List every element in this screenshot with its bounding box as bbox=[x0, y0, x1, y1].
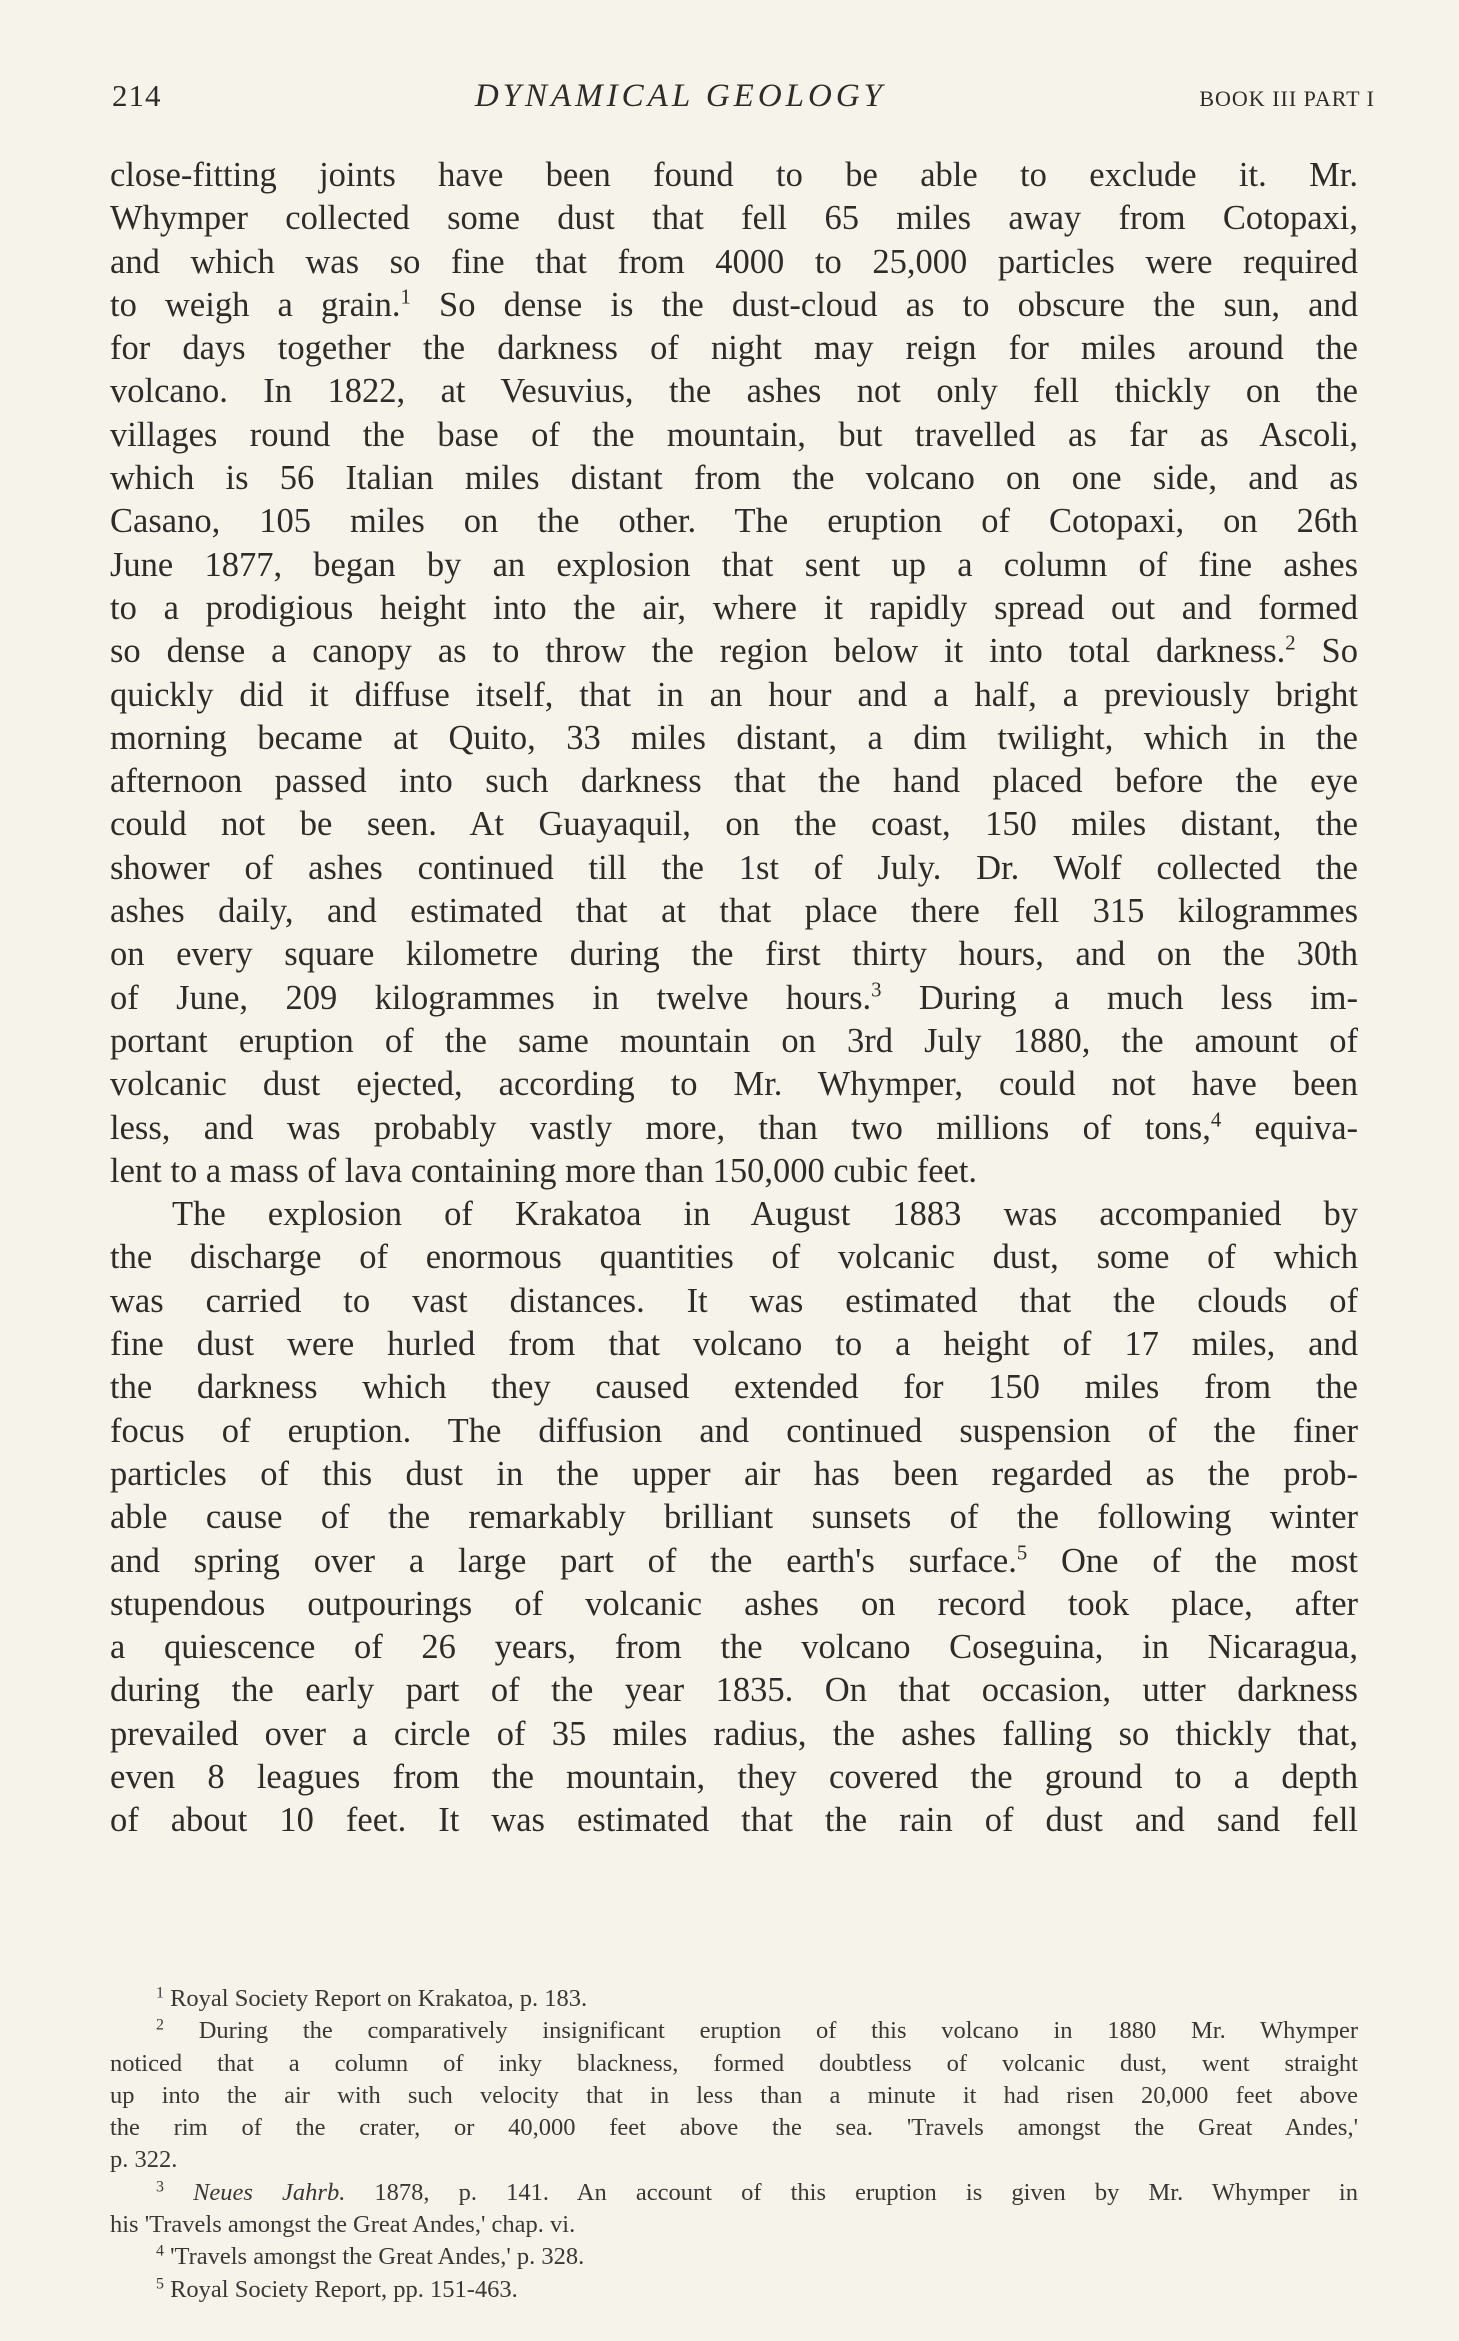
text-line: Whymper collected some dust that fell 65 miles away from Cotopaxi, bbox=[110, 199, 1358, 238]
text-line: able cause of the remarkably brilliant sunsets of the following winter bbox=[110, 1498, 1358, 1537]
footnote-line: up into the air with such velocity that in less than a minute it had risen 20,000 feet above bbox=[110, 2081, 1358, 2109]
text-line: the discharge of enormous quantities of volcanic dust, some of which bbox=[110, 1238, 1358, 1277]
text-line: fine dust were hurled from that volcano to a height of 17 miles, and bbox=[110, 1325, 1358, 1364]
footnote-marker[interactable]: 2 bbox=[1285, 632, 1296, 655]
text-line: of about 10 feet. It was estimated that the rain of dust and sand fell bbox=[110, 1801, 1358, 1840]
body-text bbox=[110, 154, 1358, 1843]
journal-title: Neues Jahrb. bbox=[193, 2178, 346, 2206]
text-line: even 8 leagues from the mountain, they covered the ground to a depth bbox=[110, 1757, 1358, 1796]
footnote-number: 3 bbox=[156, 2178, 164, 2196]
text-line: and which was so fine that from 4000 to 25,000 particles were required bbox=[110, 242, 1358, 281]
footnote-line: noticed that a column of inky blackness, formed doubtless of volcanic dust, went straight bbox=[110, 2049, 1358, 2077]
footnote-number: 2 bbox=[156, 2016, 164, 2034]
text-line: to weigh a grain.$^1$ So dense is the dust-cloud as to obscure the sun, and bbox=[110, 285, 1358, 324]
text-line: volcanic dust ejected, according to Mr. Whymper, could not have been bbox=[110, 1065, 1358, 1104]
footnote-number: 4 bbox=[156, 2242, 164, 2260]
footnote-marker[interactable]: 4 bbox=[1210, 1109, 1222, 1132]
text-line: volcano. In 1822, at Vesuvius, the ashes not only fell thickly on the bbox=[110, 372, 1358, 411]
footnote-line: his 'Travels amongst the Great Andes,' chap. vi. bbox=[110, 2211, 576, 2239]
text-line: particles of this dust in the upper air has been regarded as the prob- bbox=[110, 1454, 1358, 1493]
text-line: quickly did it diffuse itself, that in an hour and a half, a previously bright bbox=[110, 675, 1358, 714]
text-line: during the early part of the year 1835. On that occasion, utter darkness bbox=[110, 1671, 1358, 1710]
text-line: could not be seen. At Guayaquil, on the coast, 150 miles distant, the bbox=[110, 805, 1358, 844]
footnotes bbox=[110, 1983, 1358, 2306]
footnote-number: 1 bbox=[156, 1984, 164, 2002]
section-label: BOOK III PART I bbox=[1199, 86, 1375, 111]
running-title: DYNAMICAL GEOLOGY bbox=[474, 78, 887, 114]
footnote-marker[interactable]: 5 bbox=[1016, 1542, 1028, 1565]
text-line: focus of eruption. The diffusion and continued suspension of the finer bbox=[110, 1411, 1358, 1450]
text-line: less, and was probably vastly more, than two millions of tons,$^4$ equiva- bbox=[110, 1108, 1359, 1147]
text-line: The explosion of Krakatoa in August 1883 was accompanied by bbox=[172, 1195, 1358, 1234]
footnote-number: 5 bbox=[156, 2274, 164, 2292]
text-line: close-fitting joints have been found to be able to exclude it. Mr. bbox=[110, 156, 1358, 194]
text-line: ashes daily, and estimated that at that place there fell 315 kilogrammes bbox=[110, 892, 1358, 931]
text-line: shower of ashes continued till the 1st of July. Dr. Wolf collected the bbox=[110, 848, 1358, 887]
footnote-line: the rim of the crater, or 40,000 feet above the sea. 'Travels amongst the Great Andes,' bbox=[110, 2114, 1358, 2142]
text-line: a quiescence of 26 years, from the volcano Coseguina, in Nicaragua, bbox=[110, 1628, 1358, 1667]
text-line: and spring over a large part of the earth's surface.$^5$ One of the most bbox=[110, 1541, 1358, 1580]
footnote-1: $^1$ Royal Society Report on Krakatoa, p. 183. bbox=[156, 1984, 588, 2012]
text-line: Casano, 105 miles on the other. The eruption of Cotopaxi, on 26th bbox=[110, 502, 1358, 541]
footnote-marker[interactable]: 1 bbox=[400, 286, 411, 309]
footnote-4: $^4$ 'Travels amongst the Great Andes,' p. 328. bbox=[156, 2242, 585, 2271]
footnote-line: p. 322. bbox=[110, 2146, 178, 2174]
text-line: so dense a canopy as to throw the region below it into total darkness.$^2$ So bbox=[110, 632, 1358, 671]
page-number: 214 bbox=[112, 78, 162, 113]
text-line: afternoon passed into such darkness that the hand placed before the eye bbox=[110, 762, 1358, 801]
text-line: which is 56 Italian miles distant from the volcano on one side, and as bbox=[110, 459, 1358, 498]
text-line: prevailed over a circle of 35 miles radius, the ashes falling so thickly that, bbox=[110, 1714, 1358, 1753]
text-line: for days together the darkness of night may reign for miles around the bbox=[110, 329, 1358, 368]
text-line: portant eruption of the same mountain on 3rd July 1880, the amount of bbox=[110, 1021, 1358, 1060]
text-line: on every square kilometre during the first thirty hours, and on the 30th bbox=[110, 935, 1358, 974]
text-line: the darkness which they caused extended for 150 miles from the bbox=[110, 1368, 1358, 1407]
text-line: to a prodigious height into the air, where it rapidly spread out and formed bbox=[110, 588, 1358, 627]
text-line: was carried to vast distances. It was estimated that the clouds of bbox=[110, 1281, 1358, 1320]
text-line: lent to a mass of lava containing more than 150,000 cubic feet. bbox=[110, 1151, 978, 1190]
text-line: of June, 209 kilogrammes in twelve hours.$^3$ During a much less im- bbox=[110, 978, 1359, 1017]
text-line: morning became at Quito, 33 miles distant, a dim twilight, which in the bbox=[110, 718, 1358, 757]
text-line: June 1877, began by an explosion that sent up a column of fine ashes bbox=[110, 545, 1358, 584]
footnote-marker[interactable]: 3 bbox=[871, 979, 882, 1002]
footnote-2: $^2$ During the comparatively insignificant eruption of this volcano in 1880 Mr. Whymper bbox=[156, 2016, 1358, 2045]
text-line: stupendous outpourings of volcanic ashes on record took place, after bbox=[110, 1584, 1358, 1623]
footnote-3: $^3$ Neues Jahrb. 1878, p. 141. An account of this eruption is given by Mr. Whymper in bbox=[156, 2178, 1358, 2206]
running-header bbox=[112, 78, 1375, 124]
footnote-5: $^5$ Royal Society Report, pp. 151-463. bbox=[156, 2274, 518, 2303]
text-line: villages round the base of the mountain, but travelled as far as Ascoli, bbox=[110, 415, 1358, 454]
